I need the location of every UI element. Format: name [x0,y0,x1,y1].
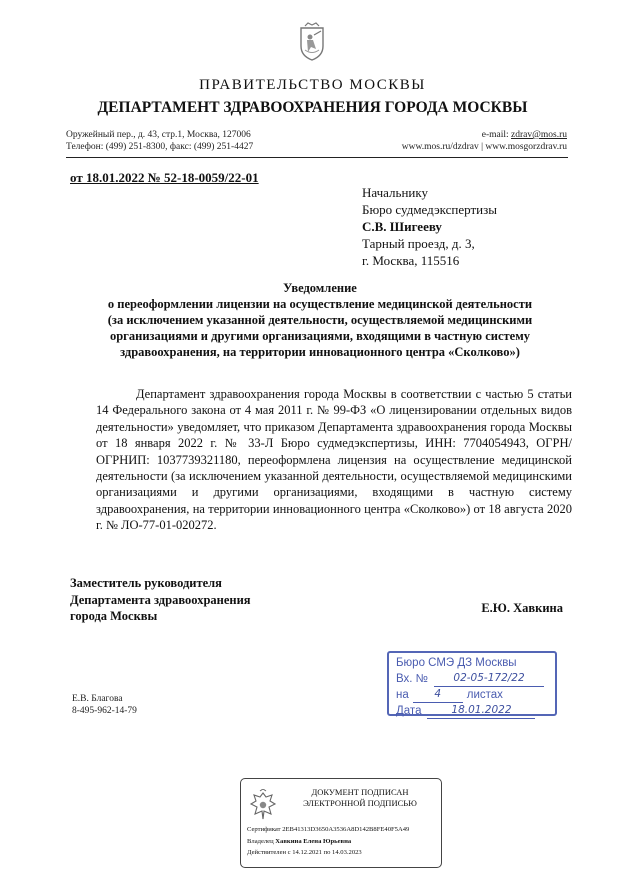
addressee-name: С.В. Шигееву [362,219,442,234]
addressee-city: г. Москва, 115516 [362,253,460,268]
email-label: e-mail: [481,130,512,140]
addressee-street: Тарный проезд, д. 3, [362,236,475,251]
esign-heading [285,787,435,809]
stamp-incoming-number: 02-05-172/22 [434,671,544,687]
stamp-incoming-row [396,671,548,687]
phone-line: Телефон: (499) 251-8300, факс: (499) 251-4427 [66,142,254,152]
body-paragraph: Департамент здравоохранения города Москвы в соответствии с частью 5 статьи 14 Федерального закона от 4 мая 2011 г. № 99-ФЗ «О лицензировании отдельных видов деятельности» уведомляет, что приказом Департамента здравоохранения города Москвы от 18 января 2022 г. № 33-Л Бюро судмедэкспертизы, ИНН: 7704054943, ОГРН/ОГРНИП: 1037739321180, переоформлена лицензия на осуществление медицинской деятельности (за исключением указанной деятельности, осуществляемой медицинскими организациями и другими организациями, входящими в частную систему здравоохранения, на территории инновационного центра «Сколково») от 18 августа 2020 г. № ЛО-77-01-020272. [96,387,572,533]
esign-owner-label: Владелец [247,837,276,845]
contact-block-left [66,129,253,153]
stamp-sheets-label: листах [466,689,503,701]
esign-owner [247,836,409,848]
title-line-3: (за исключением указанной деятельности, осуществляемой медицинскими [107,313,533,327]
addressee-position: Начальнику [362,185,429,200]
incoming-registration-stamp [387,651,557,716]
esign-details [247,824,409,859]
stamp-on-label: на [396,689,409,701]
esign-owner-value: Хавкина Елена Юрьевна [275,837,352,845]
notice-body [96,386,572,534]
executor-name: Е.В. Благова [72,694,123,704]
esign-certificate-label: Сертификат [247,826,283,833]
signatory-line-3: города Москвы [70,609,158,623]
signatory-line-1: Заместитель руководителя [70,576,222,590]
stamp-date-label: Дата [396,705,422,717]
government-title: ПРАВИТЕЛЬСТВО МОСКВЫ [199,77,426,93]
signatory-name: Е.Ю. Хавкина [481,601,563,615]
esign-validity: Действителен с 14.12.2021 по 14.03.2023 [247,849,362,856]
email-line [402,129,567,141]
title-line-4: организациями и другими организациями, входящими в частную систему [109,329,530,343]
websites-line[interactable]: www.mos.ru/dzdrav | www.mosgorzdrav.ru [401,142,567,152]
title-line-5: здравоохранения, на территории инновационного центра «Сколково») [120,345,520,359]
moscow-coat-of-arms-icon [297,22,327,62]
executor-block [72,693,137,717]
electronic-signature-box [240,778,442,868]
signatory-position [70,575,251,625]
esign-certificate-value: 2EB41313D3650A3536A8D142B8FE40F5A49 [282,826,410,833]
title-line-1: Уведомление [283,281,357,295]
esign-heading-line-1: ДОКУМЕНТ ПОДПИСАН [311,787,409,797]
stamp-date-value: 18.01.2022 [427,703,535,719]
document-reference: от 18.01.2022 № 52-18-0059/22-01 [70,170,259,185]
department-title: ДЕПАРТАМЕНТ ЗДРАВООХРАНЕНИЯ ГОРОДА МОСКВЫ [97,99,528,116]
stamp-sheets-row [396,687,548,703]
email-link[interactable]: zdrav@mos.ru [511,130,567,140]
signatory-line-2: Департамента здравоохранения [70,592,251,607]
stamp-incoming-label: Вх. № [396,673,429,685]
contact-block-right [402,129,567,153]
header-divider [66,157,568,158]
executor-phone: 8-495-962-14-79 [72,706,137,716]
stamp-organization: Бюро СМЭ ДЗ Москвы [396,657,517,669]
title-line-2: о переоформлении лицензии на осуществление медицинской деятельности [107,297,533,311]
esign-certificate [247,824,409,836]
notice-title [70,280,570,360]
esign-heading-line-2: ЭЛЕКТРОННОЙ ПОДПИСЬЮ [303,798,417,808]
addressee-block [362,184,497,269]
state-emblem-icon [249,789,277,823]
stamp-sheets-count: 4 [413,687,463,703]
addressee-organization: Бюро судмедэкспертизы [362,202,497,217]
address-line: Оружейный пер., д. 43, стр.1, Москва, 127006 [66,130,251,140]
stamp-date-row [396,703,548,719]
